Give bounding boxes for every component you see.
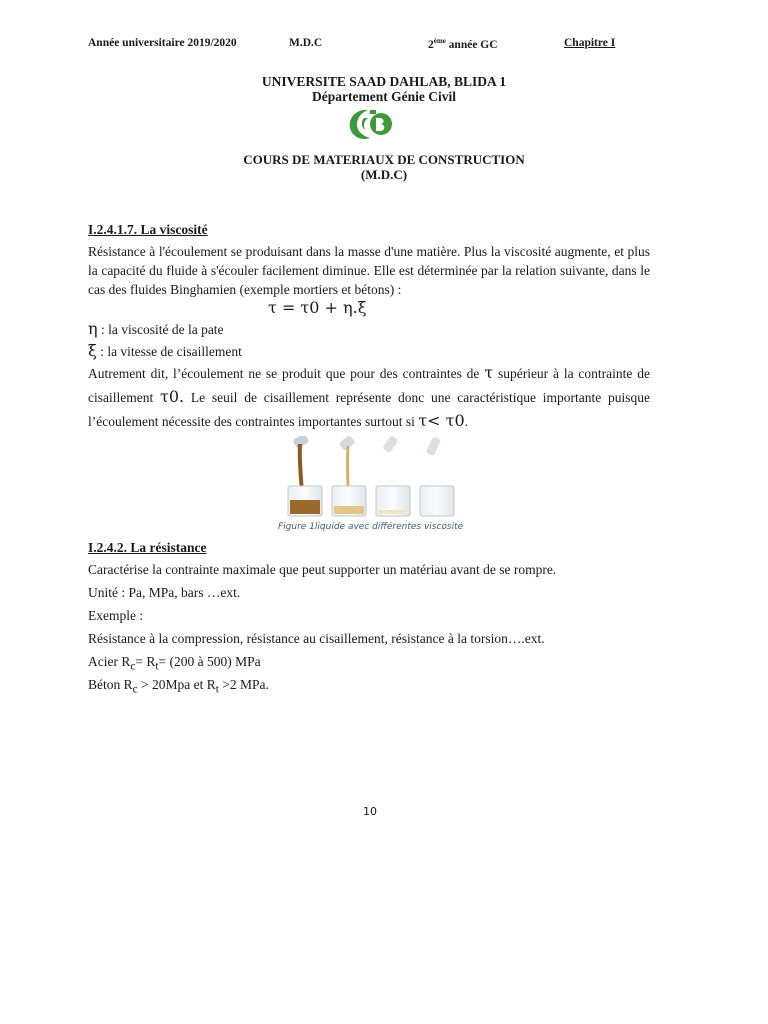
resistance-heading: I.2.4.2. La résistance — [88, 540, 207, 555]
header-level: 2ème année GC — [428, 37, 498, 51]
steel-resistance: Acier $R_c= R_t= (200$ à 500) MPa — [88, 654, 261, 673]
course-title: COURS DE MATERIAUX DE CONSTRUCTION — [243, 152, 525, 167]
resistance-unit: Unité : Pa, MPa, bars …ext. — [88, 585, 241, 600]
header-chapter: Chapitre I — [564, 37, 616, 49]
viscosity-intro: Résistance à l'écoulement se produisant dans la masse d'une matière. Plus la viscosité augmente, et plus la capacité du fluide à s'écouler facilement diminue. Elle est déterminée par la relation suivante, dans le cas des fluides Binghamien (exemple mortiers et bétons) : — [88, 244, 650, 297]
viscosity-paragraph-2: Autrement dit, l’écoulement ne se produit que pour des contraintes de τ supérieur à la contrainte de cisaillement τ0. Le seuil de cisaillement représente donc une caractéristique importante puisque l’écoulement nécessite des contraintes importantes surtout si τ< τ0. — [88, 363, 650, 430]
viscosity-figure — [284, 436, 470, 520]
header-course: M.D.C — [289, 37, 323, 49]
figure-caption: Figure 1liquide avec différentes viscosité — [278, 522, 464, 532]
department-name: Département Génie Civil — [312, 89, 456, 104]
viscosity-heading: I.2.4.1.7. La viscosité — [88, 222, 208, 237]
university-logo — [346, 106, 394, 142]
resistance-example-label: Exemple : — [88, 608, 144, 623]
page-number: 10 — [363, 805, 377, 818]
concrete-resistance: Béton $R_c > 20Mpa$ et $R_t >2$ MPa. — [88, 677, 269, 696]
eta-definition: η : la viscosité de la pate — [88, 319, 224, 338]
university-name: UNIVERSITE SAAD DAHLAB, BLIDA 1 — [261, 74, 507, 89]
resistance-examples: Résistance à la compression, résistance au cisaillement, résistance à la torsion….ext. — [88, 631, 545, 646]
course-abbreviation: (M.D.C) — [360, 167, 408, 182]
resistance-definition: Caractérise la contrainte maximale que peut supporter un matériau avant de se rompre. — [88, 562, 557, 577]
viscosity-formula: τ = τ0 + η.ξ — [268, 298, 367, 317]
xi-definition: ξ : la vitesse de cisaillement — [88, 341, 242, 360]
header-year: Année universitaire 2019/2020 — [88, 37, 237, 49]
